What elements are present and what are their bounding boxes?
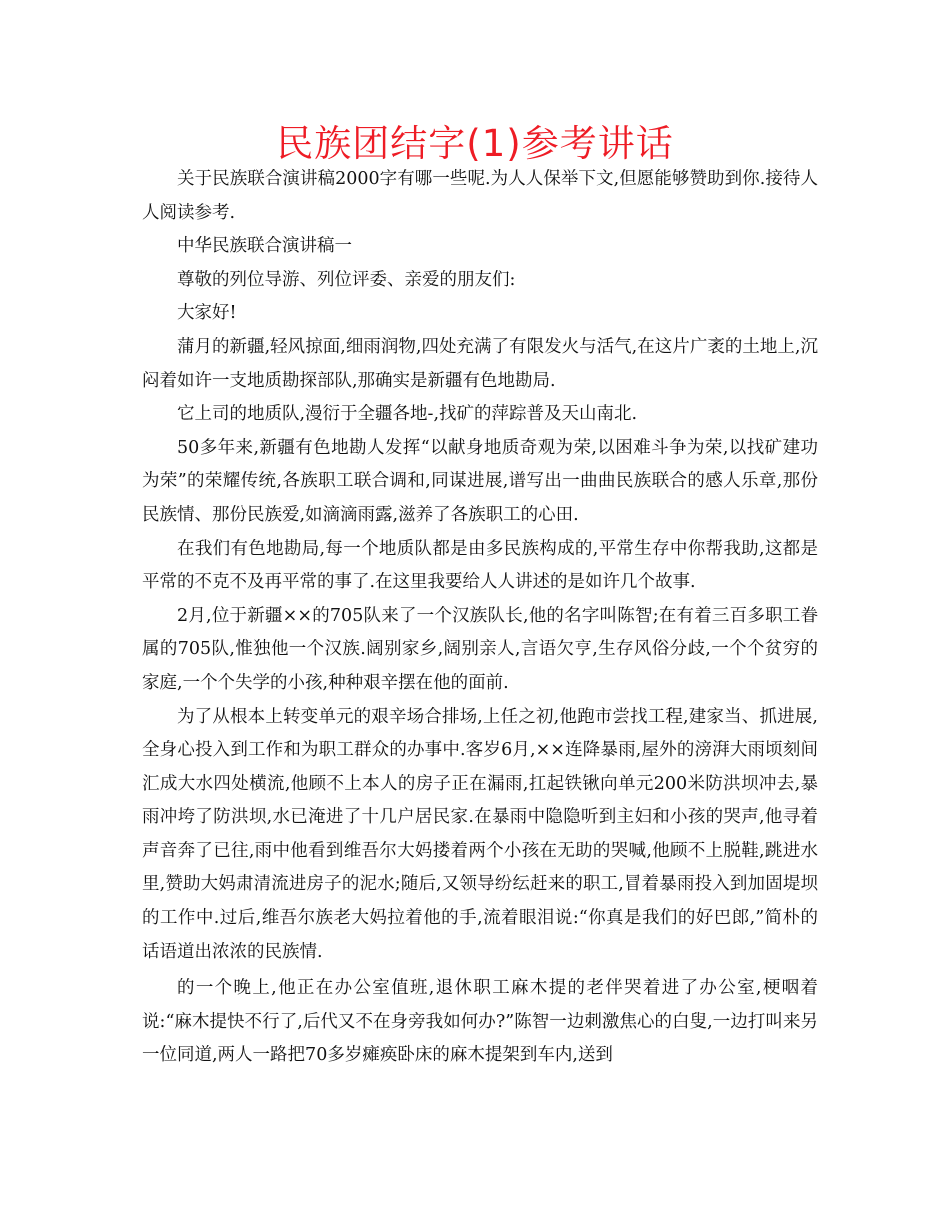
paragraph: 关于民族联合演讲稿2000字有哪一些呢.为人人保举下文,但愿能够赞助到你.接待人人阅读参考. (142, 169, 818, 223)
paragraph: 2月,位于新疆××的705队来了一个汉族队长,他的名字叫陈智;在有着三百多职工眷属的705队,惟独他一个汉族.阔别家乡,阔别亲人,言语欠亨,生存风俗分歧,一个个贫穷的家庭,一个个失学的小孩,种种艰辛摆在他的面前. (142, 605, 818, 693)
paragraph: 的一个晚上,他正在办公室值班,退休职工麻木提的老伴哭着进了办公室,梗咽着说:“麻木提快不行了,后代又不在身旁我如何办?”陈智一边刺激焦心的白叟,一边打叫来另一位同道,两人一路把70多岁瘫痪卧床的麻木提架到车内,送到 (142, 978, 818, 1066)
paragraph: 尊敬的列位导游、列位评委、亲爱的朋友们: (177, 269, 516, 290)
paragraph: 它上司的地质队,漫衍于全疆各地-,找矿的萍踪普及天山南北. (177, 404, 638, 425)
paragraph: 为了从根本上转变单元的艰辛场合排场,上任之初,他跑市尝找工程,建家当、抓进展,全身心投入到工作和为职工群众的办事中.客岁6月,××连降暴雨,屋外的滂湃大雨顷刻间汇成大水四处横流,他顾不上本人的房子正在漏雨,扛起铁锹向单元200米防洪坝冲去,暴雨冲垮了防洪坝,水已淹进了十几户居民家.在暴雨中隐隐听到主妇和小孩的哭声,他寻着声音奔了已往,雨中他看到维吾尔大妈搂着两个小孩在无助的哭喊,他顾不上脱鞋,跳进水里,赞助大妈肃清流进房子的泥水;随后,又领导纷纭赶来的职工,冒着暴雨投入到加固堤坝的工作中.过后,维吾尔族老大妈拉着他的手,流着眼泪说:“你真是我们的好巴郎,”简朴的话语道出浓浓的民族情. (142, 706, 818, 962)
paragraph: 蒲月的新疆,轻风掠面,细雨润物,四处充满了有限发火与活气,在这片广袤的土地上,沉闷着如许一支地质勘探部队,那确实是新疆有色地勘局. (142, 336, 818, 391)
paragraph: 50多年来,新疆有色地勘人发挥“以献身地质奇观为荣,以困难斗争为荣,以找矿建功为荣”的荣耀传统,各族职工联合调和,同谋进展,谱写出一曲曲民族联合的感人乐章,那份民族情、那份民族爱,如滴滴雨露,滋养了各族职工的心田. (142, 437, 818, 525)
paragraph: 大家好! (177, 303, 237, 324)
document-title: 民族团结字(1)参考讲话 (276, 122, 674, 165)
paragraph: 中华民族联合演讲稿一 (177, 236, 352, 257)
paragraph: 在我们有色地勘局,每一个地质队都是由多民族构成的,平常生存中你帮我助,这都是平常的不克不及再平常的事了.在这里我要给人人讲述的是如许几个故事. (142, 538, 818, 593)
document-body (142, 163, 818, 1073)
